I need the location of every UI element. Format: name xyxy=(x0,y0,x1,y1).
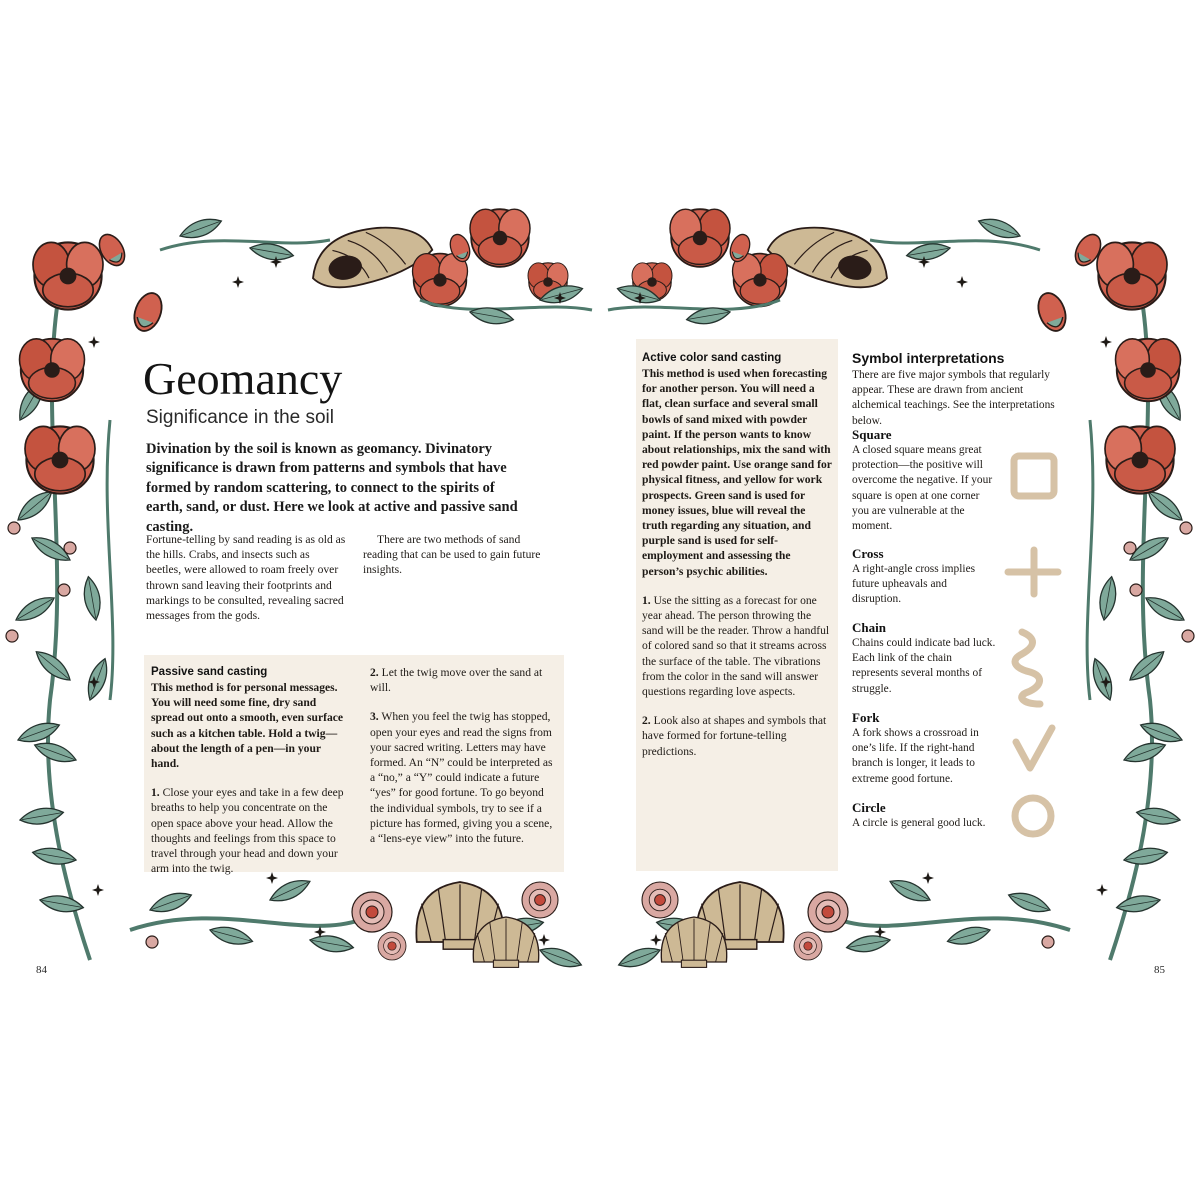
step-number: 2. xyxy=(642,714,651,728)
passive-col-left xyxy=(151,665,351,876)
passive-heading: Passive sand casting xyxy=(151,666,268,678)
passive-sand-casting-box xyxy=(144,655,564,876)
symbol-description: A fork shows a crossroad in one’s life. If the right-hand branch is longer, it leads to extreme good fortune. xyxy=(852,727,979,785)
fork-icon xyxy=(1016,728,1052,768)
symbol-square xyxy=(852,427,998,534)
page-subtitle: Significance in the soil xyxy=(146,407,334,428)
active-lead: This method is used when forecasting for another person. You will need a flat, clean surface and several small bowls of sand mixed with powder paint. If the person wants to know about relationships, mix the sand with red powder paint. Use orange sand for physical fitness, and yellow for work prospects. Green sand is used for money issues, blue will reveal the truth regarding any situation, and purple sand is used for self-employment and assessing the person’s psychic abilities. xyxy=(642,367,832,578)
chain-icon xyxy=(1015,632,1040,704)
step-text: Use the sitting as a forecast for one year ahead. The person throwing the sand will be the reader. Throw a handful of colored sand so that it streams across the surface of the table. The vibrations from the color in the sand will answer questions regarding love aspects. xyxy=(642,593,830,699)
symbol-cross xyxy=(852,546,998,608)
step-number: 2. xyxy=(370,666,379,679)
symbol-chain xyxy=(852,620,998,697)
active-sand-casting-box xyxy=(636,339,838,871)
symbol-name: Square xyxy=(852,427,892,442)
circle-icon xyxy=(1015,798,1051,834)
symbols-intro: There are five major symbols that regularly appear. These are drawn from ancient alchemical teachings. See the interpretations below. xyxy=(852,369,1055,427)
symbol-description: A closed square means great protection—the positive will overcome the negative. If your square is open at one corner you are vulnerable at the moment. xyxy=(852,444,993,533)
step-number: 3. xyxy=(370,710,379,724)
passive-lead: This method is for personal messages. You will need some fine, dry sand spread out onto a smooth, even surface such as a kitchen table. Hold a twig—about the length of a pen—in your hand. xyxy=(151,681,344,771)
page-number-right: 85 xyxy=(1154,964,1165,976)
symbol-description: A circle is general good luck. xyxy=(852,817,986,829)
symbol-fork xyxy=(852,710,998,787)
symbol-description: A right-angle cross implies future upheavals and disruption. xyxy=(852,563,976,606)
symbol-name: Circle xyxy=(852,800,886,815)
symbols-heading: Symbol interpretations xyxy=(852,350,1005,366)
symbol-name: Fork xyxy=(852,710,880,725)
body-column-1: Fortune-telling by sand reading is as old as the hills. Crabs, and insects such as beetles, were allowed to roam freely over thrown sand leaving their footprints and markings to be consulted, revealing sacred messages from the gods. xyxy=(146,533,346,623)
step-number: 1. xyxy=(151,786,160,800)
passive-step-3 xyxy=(370,709,560,846)
step-text: When you feel the twig has stopped, open your eyes and read the signs from your sacred writing. Letters may have formed. An “N” could be interpreted as a “no,” a “Y” could indicate a future “yes” for good fortune. To go beyond the individual symbols, try to see if a picture has formed, giving you a scene, a “lens-eye view” into the future. xyxy=(370,710,553,846)
active-heading: Active color sand casting xyxy=(642,352,782,364)
active-step-2 xyxy=(642,713,834,759)
step-text: Let the twig move over the sand at will. xyxy=(370,666,543,695)
cross-icon xyxy=(1008,550,1058,594)
passive-step-1 xyxy=(151,785,351,876)
body-column-2: There are two methods of sand reading that can be used to gain future insights. xyxy=(363,533,541,577)
intro-paragraph: Divination by the soil is known as geomancy. Divinatory significance is drawn from patterns and symbols that have formed by random scattering, to connect to the spirits of earth, sand, or dust. Here we look at active and passive sand casting. xyxy=(146,441,518,535)
passive-step-2 xyxy=(370,665,560,695)
step-number: 1. xyxy=(642,593,651,607)
symbol-name: Cross xyxy=(852,546,884,561)
symbol-glyphs xyxy=(1000,446,1066,846)
page-number-left: 84 xyxy=(36,964,47,976)
page-title: Geomancy xyxy=(143,353,343,404)
symbol-name: Chain xyxy=(852,620,886,635)
passive-col-right xyxy=(370,665,560,846)
square-icon xyxy=(1014,456,1054,496)
step-text: Look also at shapes and symbols that have formed for fortune-telling predictions. xyxy=(642,714,827,758)
active-content xyxy=(642,351,834,759)
step-text: Close your eyes and take in a few deep breaths to help you concentrate on the open space above your head. Allow the thoughts and feelings from this space to travel through your head and down your arm into the twig. xyxy=(151,786,344,876)
symbol-circle xyxy=(852,800,998,831)
symbol-description: Chains could indicate bad luck. Each link of the chain represents several months of struggle. xyxy=(852,637,996,695)
active-step-1 xyxy=(642,593,834,699)
